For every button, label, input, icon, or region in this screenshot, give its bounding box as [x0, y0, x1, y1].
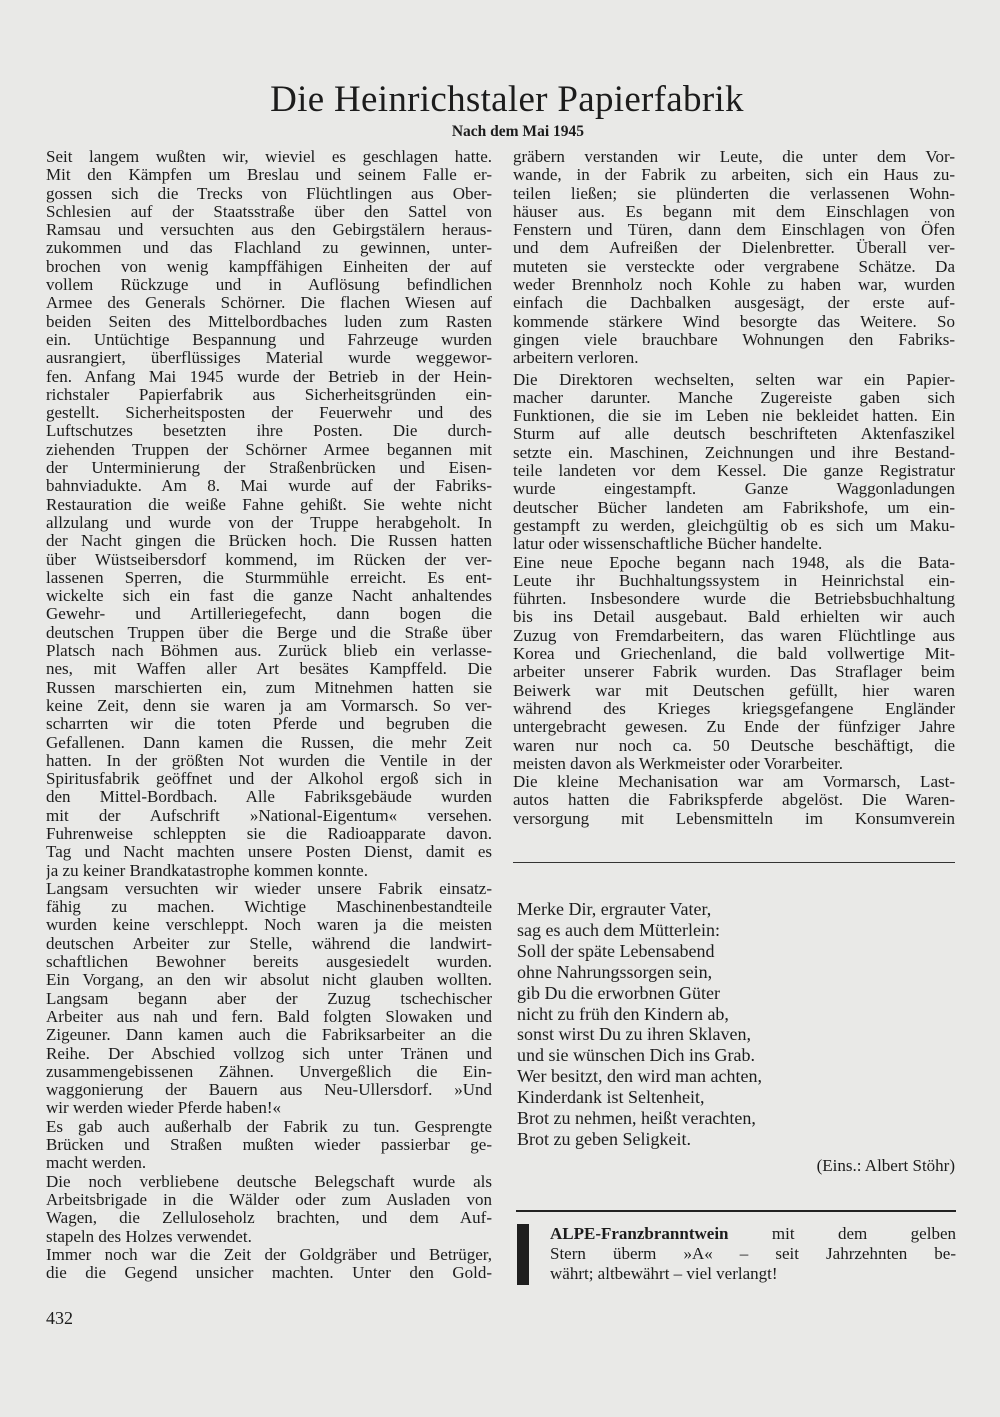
- text-line: scharrten wir die toten Pferde und begruben die: [46, 715, 492, 734]
- text-line: wir werden wieder Pferde haben!«: [46, 1099, 282, 1118]
- text-line: muteten sie versteckte oder vergrabene Schätze. Da: [513, 257, 955, 276]
- text-line: macht werden.: [46, 1154, 147, 1173]
- text-line: ziehenden Truppen der Schörner Armee begannen mit: [46, 440, 492, 459]
- paragraph: [46, 880, 492, 1118]
- text-line: Brücken und Straßen mußten wieder passierbar ge-: [46, 1136, 492, 1155]
- text-line: ja zu keiner Brandkatastrophe kommen konnte.: [46, 861, 368, 880]
- text-line: ein. Untüchtige Bespannung und Fahrzeuge wurden: [46, 330, 492, 349]
- poem-line: Brot zu geben Seligkeit.: [517, 1128, 691, 1149]
- paragraph: [46, 148, 492, 880]
- text-line: Luftschutzes besetzten ihre Posten. Die durch-: [46, 422, 492, 441]
- text-line: untergebracht gewesen. Zu Ende der fünfziger Jahre: [513, 718, 955, 737]
- text-line: setzte ein. Maschinen, Zeichnungen und ihre Bestand-: [513, 443, 955, 462]
- text-line: arbeiter unserer Fabrik wurden. Das Straflager beim: [513, 663, 955, 682]
- article-title: Die Heinrichstaler Papierfabrik: [270, 79, 744, 120]
- text-line: führten. Insbesondere wurde die Betriebsbuchhaltung: [513, 590, 955, 609]
- text-line: zusammengebissenen Zähnen. Unvergeßlich die Ein-: [46, 1062, 492, 1081]
- left-column: [46, 148, 492, 1282]
- text-line: vollem Rückzuge und in Auflösung befindlichen: [46, 276, 492, 295]
- text-line: Fuhrenweise schleppten sie die Radioapparate davon.: [46, 824, 492, 843]
- text-line: Eine neue Epoche begann nach 1948, als die Bata-: [513, 553, 955, 572]
- poem: [517, 899, 762, 1150]
- text-line: und dem Aufreißen der Dielenbretter. Überall ver-: [513, 239, 955, 258]
- poem-attribution: (Eins.: Albert Stöhr): [816, 1156, 955, 1175]
- text-line: gingen viele brauchbare Wohnungen den Fabriks-: [513, 330, 955, 349]
- text-line: Spiritusfabrik geöffnet und der Alkohol ergoß sich in: [46, 770, 492, 789]
- text-line: gestellt. Sicherheitsposten der Feuerwehr und des: [46, 404, 492, 423]
- text-line: waggonierung der Bauern aus Neu-Ullersdorf. »Und: [46, 1081, 492, 1100]
- advertisement: [550, 1224, 956, 1284]
- text-line: den Mittel-Bordbach. Alle Fabriksgebäude wurden: [46, 788, 492, 807]
- text-line: fen. Anfang Mai 1945 wurde der Betrieb in der Hein-: [46, 367, 492, 386]
- text-line: Tag und Nacht machten unsere Posten Dienst, damit es: [46, 843, 492, 862]
- text-line: Mit den Kämpfen um Breslau und seinem Falle er-: [46, 166, 492, 185]
- text-line: Leute ihr Buchhaltungssystem in Heinrichstal ein-: [513, 571, 955, 590]
- text-line: autos hatten die Fabrikspferde abgelöst. Die Waren-: [513, 791, 955, 810]
- text-line: fähig zu machen. Wichtige Maschinenbestandteile: [46, 898, 492, 917]
- text-line: versorgung mit Lebensmitteln im Konsumverein: [513, 809, 955, 828]
- text-line: die die Gegend unsicher machten. Unter den Gold-: [46, 1264, 492, 1283]
- text-line: stapeln des Holzes verwendet.: [46, 1227, 252, 1246]
- text-line: Restauration die weiße Fahne gehißt. Sie wehte nicht: [46, 495, 492, 514]
- text-line: brochen von wenig kampffähigen Einheiten der auf: [46, 257, 492, 276]
- text-line: ausrangiert, überflüssiges Material wurde weggewor-: [46, 349, 492, 368]
- text-line: gossen sich die Trecks von Flüchtlingen aus Ober-: [46, 184, 492, 203]
- text-line: mit der Aufschrift »National-Eigentum« versehen.: [46, 806, 492, 825]
- poem-line: Soll der späte Lebensabend: [517, 940, 715, 961]
- text-line: Die kleine Mechanisation war am Vormarsch, Last-: [513, 773, 955, 792]
- ad-text: mit dem gelben: [771, 1224, 956, 1243]
- text-line: keine Zeit, denn sie waren ja am Vormarsch. So ver-: [46, 696, 492, 715]
- poem-line: ohne Nahrungssorgen sein,: [517, 961, 713, 982]
- text-line: Immer noch war die Zeit der Goldgräber und Betrüger,: [46, 1245, 492, 1264]
- text-line: Armee des Generals Schörner. Die flachen Wiesen auf: [46, 294, 492, 313]
- text-line: Platsch nach Böhmen aus. Zurück blieb ein verlasse-: [46, 642, 492, 661]
- text-line: über Wüstseibersdorf kommend, im Rücken der ver-: [46, 550, 492, 569]
- text-line: Schlesien auf der Staatsstraße über den Sattel von: [46, 202, 492, 221]
- ad-line: währt; altbewährt – viel verlangt!: [550, 1264, 778, 1283]
- poem-line: Wer besitzt, den wird man achten,: [517, 1066, 762, 1087]
- text-line: der Unterminierung der Straßenbrücken und Eisen-: [46, 459, 492, 478]
- text-line: Wagen, die Zelluloseholz brachten, und dem Auf-: [46, 1209, 492, 1228]
- text-line: teilen ließen; sie plünderten die verlassenen Wohn-: [513, 184, 955, 203]
- text-line: allzulang und wurde von der Truppe herabgeholt. In: [46, 513, 492, 532]
- text-line: einfach die Dachbalken ausgesägt, der erste auf-: [513, 294, 955, 313]
- right-column: [513, 148, 955, 828]
- poem-line: sag es auch dem Mütterlein:: [517, 919, 720, 940]
- text-line: hatten. In der größten Not wurden die Ventile in der: [46, 751, 492, 770]
- text-line: Es gab auch außerhalb der Fabrik zu tun. Gesprengte: [46, 1117, 492, 1136]
- text-line: häuser aus. Es begann mit dem Einschlagen von: [513, 202, 955, 221]
- text-line: wande, in der Fabrik zu arbeiten, sich ein Haus zu-: [513, 166, 955, 185]
- text-line: während des Krieges kriegsgefangene Engländer: [513, 699, 955, 718]
- text-line: Ein Vorgang, an den wir absolut nicht glauben wollten.: [46, 971, 492, 990]
- paragraph: [513, 554, 955, 774]
- text-line: Korea und Griechenland, die bald vollwertige Mit-: [513, 645, 955, 664]
- text-line: deutscher Bücher landeten am Fabrikshofe, um ein-: [513, 498, 955, 517]
- ad-marker-bar: [517, 1224, 529, 1285]
- text-line: arbeitern verloren.: [513, 349, 639, 368]
- poem-line: sonst wirst Du zu ihren Sklaven,: [517, 1024, 751, 1045]
- text-line: deutschen Arbeiter zur Stelle, während die landwirt-: [46, 934, 492, 953]
- text-line: Gewehr- und Artilleriegefecht, dann bogen die: [46, 605, 492, 624]
- text-line: meisten davon als Werkmeister oder Vorarbeiter.: [513, 754, 844, 773]
- ad-line: Stern überm »A« – seit Jahrzehnten be-: [550, 1244, 956, 1263]
- text-line: der Nacht gingen die Brücken hoch. Die Russen hatten: [46, 532, 492, 551]
- text-line: macher darunter. Manche Zugereiste gaben sich: [513, 388, 955, 407]
- poem-line: Kinderdank ist Seltenheit,: [517, 1087, 705, 1108]
- text-line: lassenen Sperren, die Sturmmühle erreicht. Es ent-: [46, 568, 492, 587]
- ad-divider-line: [516, 1210, 956, 1212]
- text-line: Sturm auf alle deutsch beschrifteten Aktenfaszikel: [513, 425, 955, 444]
- text-line: wurden keine verschleppt. Noch waren ja die meisten: [46, 916, 492, 935]
- text-line: bis ins Detail ausgebaut. Bald erhielten wir auch: [513, 608, 955, 627]
- article-subtitle: Nach dem Mai 1945: [451, 123, 584, 140]
- text-line: gestampft zu werden, gleichgültig ob es sich um Maku-: [513, 516, 955, 535]
- paragraph: [513, 148, 955, 368]
- text-line: deutschen Truppen über die Berge und die Straße über: [46, 623, 492, 642]
- ad-line: [550, 1224, 956, 1244]
- text-line: kommende stärkere Wind besorgte das Weitere. So: [513, 312, 955, 331]
- poem-line: nicht zu früh den Kindern ab,: [517, 1003, 729, 1024]
- page-number: 432: [46, 1308, 73, 1328]
- text-line: beiden Seiten des Mittelbordbaches luden zum Rasten: [46, 312, 492, 331]
- text-line: Beiwerk war mit Deutschen gefüllt, hier waren: [513, 681, 955, 700]
- text-line: Funktionen, die sie im Leben nie bekleidet hatten. Ein: [513, 407, 955, 426]
- text-line: Die Direktoren wechselten, selten war ein Papier-: [513, 370, 955, 389]
- text-line: richstaler Papierfabrik aus Sicherheitsgründen ein-: [46, 385, 492, 404]
- ad-brand: ALPE-Franzbranntwein: [550, 1224, 729, 1243]
- text-line: Zuzug von Fremdarbeitern, das waren Flüchtlinge aus: [513, 626, 955, 645]
- poem-line: Brot zu nehmen, heißt verachten,: [517, 1108, 756, 1129]
- text-line: teile landeten vor dem Kessel. Die ganze Registratur: [513, 462, 955, 481]
- text-line: bahnviadukte. Am 8. Mai wurde auf der Fabriks-: [46, 477, 492, 496]
- text-line: Arbeitsbrigade in die Wälder oder zum Ausladen von: [46, 1190, 492, 1209]
- text-line: Die noch verbliebene deutsche Belegschaft wurde als: [46, 1172, 492, 1191]
- text-line: schaftlichen Bewohner bereits ausgesiedelt wurden.: [46, 953, 492, 972]
- text-line: Fenstern und Türen, dann dem Einschlagen von Öfen: [513, 221, 955, 240]
- text-line: gräbern verstanden wir Leute, die unter dem Vor-: [513, 148, 955, 166]
- paragraph: [46, 1246, 492, 1283]
- text-line: Zigeuner. Dann kamen auch die Fabriksarbeiter an die: [46, 1026, 492, 1045]
- text-line: Reihe. Der Abschied vollzog sich unter Tränen und: [46, 1044, 492, 1063]
- text-line: Seit langem wußten wir, wieviel es geschlagen hatte.: [46, 148, 492, 166]
- text-line: Langsam begann aber der Zuzug tschechischer: [46, 989, 492, 1008]
- poem-line: Merke Dir, ergrauter Vater,: [517, 899, 712, 919]
- poem-line: gib Du die erworbnen Güter: [517, 982, 720, 1003]
- paragraph: [46, 1173, 492, 1246]
- poem-line: und sie wünschen Dich ins Grab.: [517, 1045, 755, 1066]
- text-line: Ramsau und versuchten aus den Gebirgstälern heraus-: [46, 221, 492, 240]
- text-line: Langsam versuchten wir wieder unsere Fabrik einsatz-: [46, 879, 492, 898]
- text-line: wickelte sich ein fast die ganze Nacht anhaltendes: [46, 587, 492, 606]
- paragraph: [46, 1118, 492, 1173]
- text-line: nes, mit Waffen aller Art besätes Kampffeld. Die: [46, 660, 492, 679]
- text-line: weder Brennholz noch Kohle zu haben war, wurden: [513, 276, 955, 295]
- text-line: zukommen und das Flachland zu gewinnen, unter-: [46, 239, 492, 258]
- text-line: Gefallenen. Dann kamen die Russen, die mehr Zeit: [46, 733, 492, 752]
- divider-line: [513, 862, 955, 863]
- text-line: waren nur noch ca. 50 Deutsche beschäftigt, die: [513, 736, 955, 755]
- text-line: latur oder wissenschaftliche Bücher handelte.: [513, 535, 823, 554]
- paragraph: [513, 773, 955, 828]
- text-line: wurde eingestampft. Ganze Waggonladungen: [513, 480, 955, 499]
- paragraph: [513, 371, 955, 554]
- text-line: Arbeiter aus nah und fern. Bald folgten Slowaken und: [46, 1007, 492, 1026]
- text-line: Russen marschierten ein, zum Mitnehmen hatten sie: [46, 678, 492, 697]
